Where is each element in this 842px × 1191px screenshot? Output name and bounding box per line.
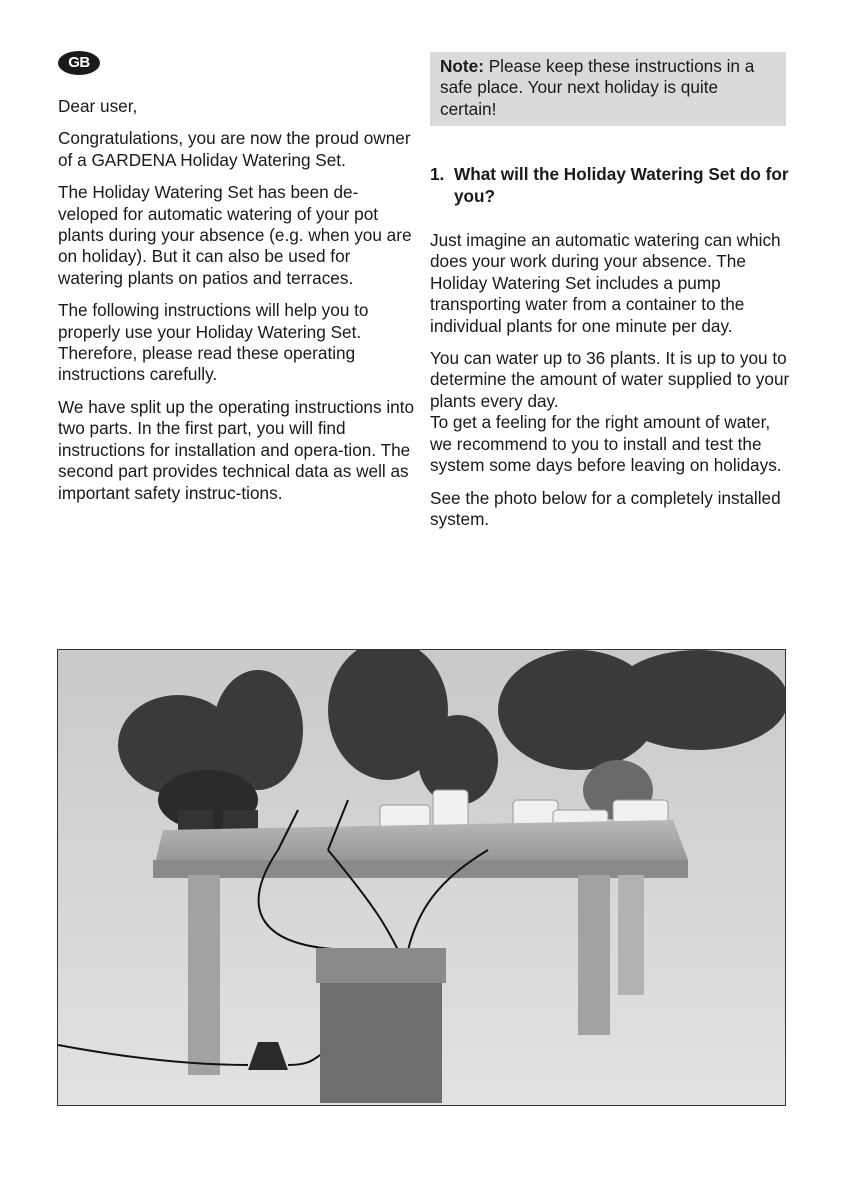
left-column (58, 96, 418, 515)
greeting: Dear user, (58, 96, 138, 116)
note-label: Note: (440, 56, 484, 76)
photo-illustration (58, 650, 785, 1105)
section-1-paragraph-2: You can water up to 36 plants. It is up to you to determine the amount of water supplied to your plants every day. (430, 348, 790, 411)
section-1-paragraph-4: See the photo below for a completely installed system. (430, 487, 781, 529)
section-1-paragraph-1: Just imagine an automatic watering can which does your work during your absence. The Holiday Watering Set includes a pump transporting water from a container to the individual plants for one minute per day. (430, 230, 781, 336)
intro-paragraph-3: The following instructions will help you to properly use your Holiday Watering Set. Therefore, please read these operating instructions carefully. (58, 300, 369, 385)
intro-paragraph-1: Congratulations, you are now the proud owner of a GARDENA Holiday Watering Set. (58, 128, 411, 170)
section-1-title: What will the Holiday Watering Set do for you? (454, 164, 789, 206)
section-1-paragraph-3: To get a feeling for the right amount of water, we recommend to you to install and test the system some days before leaving on holidays. (430, 412, 782, 476)
language-badge-gb: GB (58, 51, 100, 75)
right-column (430, 52, 790, 541)
note-text: Please keep these instructions in a safe place. Your next holiday is quite certain! (440, 56, 755, 119)
section-1-number: 1. (430, 164, 445, 185)
note-box (430, 52, 786, 126)
installed-system-photo (57, 649, 786, 1106)
intro-paragraph-2: The Holiday Watering Set has been de-veloped for automatic watering of your pot plants during your absence (e.g. when you are on holiday). But it can also be used for watering plants on patios and terraces. (58, 182, 412, 288)
section-1-heading (430, 164, 794, 207)
intro-paragraph-4: We have split up the operating instructions into two parts. In the first part, you will find instructions for installation and opera-tion. The second part provides technical data as well as important safety instruc-tions. (58, 396, 415, 503)
